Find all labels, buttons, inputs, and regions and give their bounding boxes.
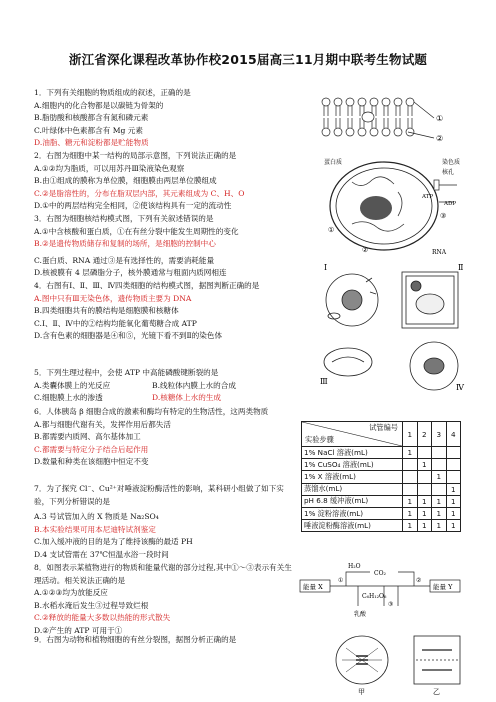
question-stem: 8．如图表示某植物进行的物质和能量代谢的部分过程,其中①～③表示有关生理活动。相关说法正确的是 — [34, 563, 292, 585]
page-title: 浙江省深化课程改革协作校2015届高三11月期中联考生物试题 — [68, 52, 428, 67]
row-label: pH 6.8 缓冲液(mL) — [302, 495, 403, 507]
table-row — [302, 507, 461, 519]
label-1: ① — [436, 114, 444, 123]
question-stem: 7．为了探究 Cl⁻、Cu²⁺对唾液淀粉酶活性的影响，某科研小组做了如下实验，下列分析错误的是 — [34, 484, 284, 506]
question-stem: 2．右图为细胞中某一结构的局部示意图，下列说法正确的是 — [34, 151, 237, 160]
table-cell: 1 — [417, 459, 432, 471]
question-8 — [34, 562, 296, 638]
option-a: A.①中含核酸和蛋白质，①在有丝分裂中能发生周期性的变化 — [34, 226, 239, 236]
option-c: C.细胞膜上水的渗透 — [34, 393, 103, 403]
label-lactic-acid: 乳酸 — [354, 611, 367, 618]
tube-3: 3 — [432, 422, 447, 447]
table-row — [302, 447, 461, 459]
option-c: C.②是脂溶性的，分布在脂双层内部，其元素组成为 C、H、O — [34, 188, 245, 198]
label-rna: RNA — [432, 249, 447, 256]
question-stem: 4．右图有Ⅰ、Ⅱ、Ⅲ、Ⅳ四类细胞的结构模式图，据图判断正确的是 — [34, 281, 260, 290]
option-b: B.都需要内质网、高尔基体加工 — [34, 432, 141, 442]
question-9 — [34, 634, 296, 647]
label-glucose: C₆H₁₂O₆ — [362, 593, 387, 600]
experiment-table — [301, 421, 461, 532]
table-cell — [417, 483, 432, 495]
question-stem: 3．右图为细胞核结构模式图，下列有关叙述错误的是 — [34, 214, 214, 223]
label-atp: ATP — [422, 194, 434, 200]
table-cell: 1 — [446, 495, 461, 507]
table-row — [302, 459, 461, 471]
table-cell — [403, 483, 418, 495]
table-cell: 1 — [417, 520, 432, 532]
table-cell: 1 — [417, 507, 432, 519]
header-tube: 试管编号 — [369, 423, 398, 432]
table-cell: 1 — [432, 520, 447, 532]
question-stem: 6．人体胰岛 β 细胞合成的激素和酶均有特定的生物活性，这两类物质 — [34, 407, 269, 416]
label-2: ② — [362, 246, 369, 254]
table-cell: 1 — [403, 507, 418, 519]
option-a: A.细胞内的化合物都是以碳链为骨架的 — [34, 100, 164, 110]
question-stem: 9．右图为动物和植物细胞的有丝分裂图，据图分析正确的是 — [34, 635, 237, 644]
option-d: D.①中的两层结构完全相同，②使该结构具有一定的流动性 — [34, 201, 232, 211]
table-cell: 1 — [432, 507, 447, 519]
table-cell: 1 — [403, 447, 418, 459]
option-c: C.加入缓冲液的目的是为了维持该酶的最适 PH — [34, 537, 193, 547]
table-cell: 1 — [446, 507, 461, 519]
table-cell — [446, 471, 461, 483]
option-b: B.脂肪酸和核酸都含有氮和磷元素 — [34, 113, 149, 123]
table-cell — [403, 459, 418, 471]
header-step: 实验步骤 — [305, 435, 334, 444]
question-6 — [34, 406, 296, 469]
option-d: D.4 支试管需在 37℃恒温水浴一段时间 — [34, 549, 169, 559]
mitosis-diagram — [330, 630, 466, 696]
option-c: C.叶绿体中色素都含有 Mg 元素 — [34, 125, 143, 135]
option-d: D.数量和种类在该细胞中恒定不变 — [34, 457, 149, 467]
label-pore: 核孔 — [442, 169, 455, 176]
table-cell — [432, 459, 447, 471]
tube-4: 4 — [446, 422, 461, 447]
option-a: A.图中只有Ⅲ无染色体，遗传物质主要为 DNA — [34, 293, 192, 303]
table-cell: 1 — [432, 471, 447, 483]
table-cell: 1 — [403, 495, 418, 507]
label-chromatin: 染色质 — [442, 159, 461, 166]
option-c: C.都需要与特定分子结合后起作用 — [34, 444, 149, 454]
table-cell — [417, 447, 432, 459]
label-protein: 蛋白质 — [324, 159, 343, 166]
option-d: D.核糖体上水的生成 — [152, 393, 221, 403]
option-b: B.四类细胞共有的膜结构是细胞膜和核糖体 — [34, 306, 179, 316]
option-d: D.②产生的 ATP 可用于① — [34, 625, 123, 635]
label-2: ② — [416, 577, 422, 584]
option-c: C.②释放的能量大多数以热能的形式散失 — [34, 613, 171, 623]
table-cell: 1 — [417, 495, 432, 507]
question-4 — [34, 280, 296, 343]
option-d: D.油脂、糖元和淀粉都是贮能物质 — [34, 138, 149, 148]
label-energy-x: 能量 X — [303, 583, 323, 591]
question-stem: 1．下列有关细胞的物质组成的叙述，正确的是 — [34, 88, 191, 97]
option-b: B.水稻水淹后发生③过程导致烂根 — [34, 600, 149, 610]
table-row — [302, 471, 461, 483]
option-b: B.线粒体内膜上水的合成 — [152, 380, 236, 390]
tube-2: 2 — [417, 422, 432, 447]
question-1 — [34, 87, 296, 150]
label-1: ① — [338, 577, 344, 584]
energy-diagram — [298, 558, 466, 626]
label-1: ① — [328, 226, 335, 234]
option-b: B.由①组成的膜称为单位膜，细胞膜由两层单位膜组成 — [34, 176, 217, 186]
row-label: 唾液淀粉酶溶液(mL) — [302, 520, 403, 532]
table-header-corner — [302, 422, 403, 447]
label-IV: Ⅳ — [456, 383, 464, 392]
table-cell — [432, 447, 447, 459]
label-adp: ADP — [444, 201, 457, 207]
option-b: B.本实验结果可用本尼迪特试剂鉴定 — [34, 524, 156, 534]
table-cell: 1 — [446, 520, 461, 532]
label-energy-y: 能量 Y — [433, 583, 453, 591]
label-jia: 甲 — [358, 688, 365, 696]
option-d: D.核被膜有 4 层磷脂分子，核外膜通常与粗面内质网相连 — [34, 268, 227, 278]
label-3: ③ — [388, 601, 394, 608]
table-cell — [446, 447, 461, 459]
option-d: D.含有色素的细胞器是④和⑤，光镜下看不到Ⅱ的染色体 — [34, 331, 223, 341]
option-a: A.①②均为脂质，可以用苏丹Ⅲ染液染色观察 — [34, 163, 185, 173]
option-a: A.①②③均为放能反应 — [34, 588, 108, 598]
option-a: A.类囊体膜上的光反应 — [34, 380, 111, 390]
label-2: ② — [436, 134, 444, 143]
option-c: C.Ⅰ、Ⅱ、Ⅳ中的②结构均能氧化葡萄糖合成 ATP — [34, 318, 197, 328]
table-cell — [432, 483, 447, 495]
option-a: A.都与细胞代谢有关，发挥作用后都失活 — [34, 419, 171, 429]
row-label: 1% X 溶液(mL) — [302, 471, 403, 483]
question-7 — [34, 483, 296, 562]
table-row — [302, 483, 461, 495]
table-row — [302, 520, 461, 532]
table-cell — [403, 471, 418, 483]
table-cell — [417, 471, 432, 483]
label-yi: 乙 — [433, 688, 440, 696]
label-h2o: H₂O — [348, 563, 361, 570]
row-label: 蒸馏水(mL) — [302, 483, 403, 495]
table-cell — [446, 459, 461, 471]
option-c: C.蛋白质、RNA 通过③是有选择性的，需要消耗能量 — [34, 255, 215, 265]
row-label: 1% 淀粉溶液(mL) — [302, 507, 403, 519]
table-row — [302, 495, 461, 507]
label-co2: CO₂ — [374, 570, 386, 577]
option-b: B.②是遗传物质储存和复制的场所，是细胞的控制中心 — [34, 239, 216, 249]
tube-1: 1 — [403, 422, 418, 447]
option-a: A.3 号试管加入的 X 物质是 Na₂SO₄ — [34, 512, 159, 522]
row-label: 1% CuSO₄ 溶液(mL) — [302, 459, 403, 471]
row-label: 1% NaCl 溶液(mL) — [302, 447, 403, 459]
label-I: Ⅰ — [324, 263, 328, 272]
question-5 — [34, 367, 296, 405]
nucleus-diagram — [322, 152, 472, 260]
cell-types-diagram — [318, 262, 470, 394]
label-III: Ⅲ — [320, 377, 328, 386]
table-cell: 1 — [403, 520, 418, 532]
table-cell: 1 — [432, 495, 447, 507]
table-cell: 1 — [446, 483, 461, 495]
label-3: ③ — [440, 212, 447, 220]
question-stem: 5．下列生理过程中，会使 ATP 中高能磷酸键断裂的是 — [34, 368, 219, 377]
label-II: Ⅱ — [458, 263, 464, 272]
question-3 — [34, 213, 296, 280]
question-2 — [34, 150, 296, 213]
membrane-diagram — [316, 88, 466, 150]
